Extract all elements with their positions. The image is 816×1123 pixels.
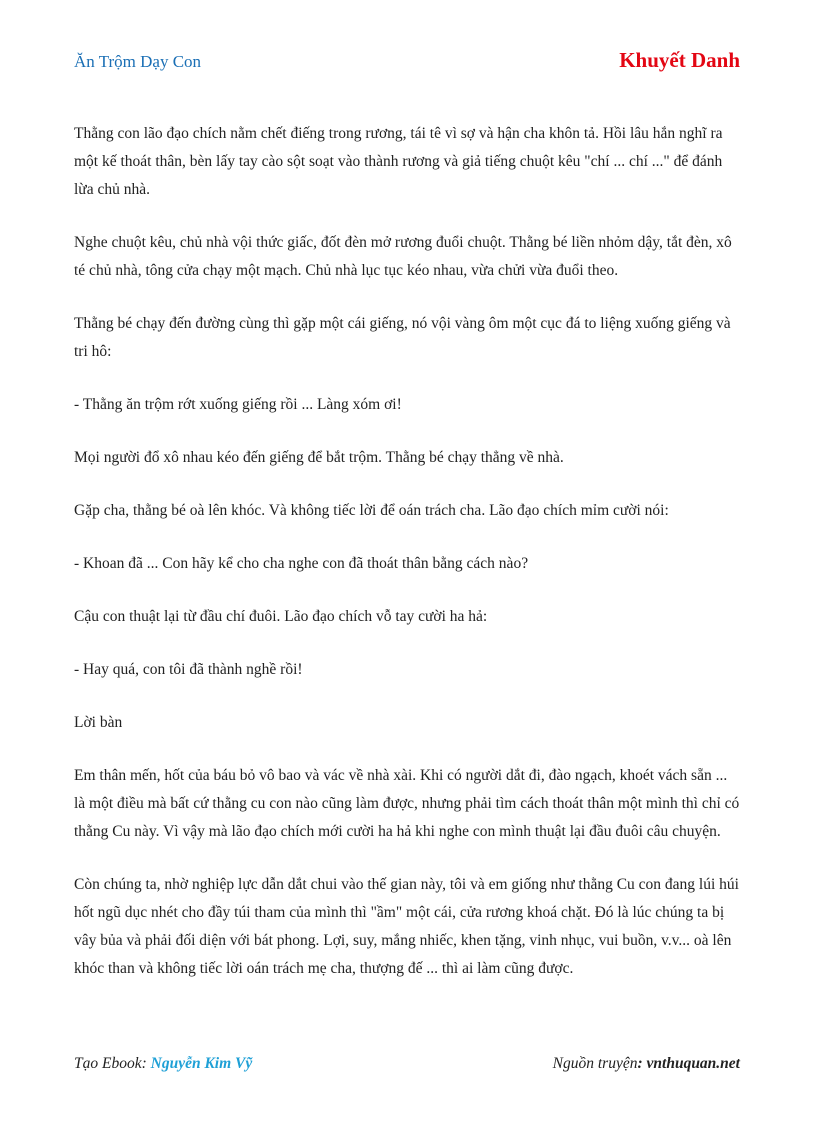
story-content (74, 120, 742, 1008)
ebook-author-link[interactable]: Nguyễn Kim Vỹ (150, 1055, 253, 1072)
paragraph-4: - Thằng ăn trộm rớt xuống giếng rồi ... Làng xóm ơi! (74, 396, 402, 413)
footer-ebook-credit: Tạo Ebook: Nguyễn Kim Vỹ (74, 1055, 253, 1072)
paragraph-9: - Hay quá, con tôi đã thành nghề rồi! (74, 661, 303, 678)
paragraph-7: - Khoan đã ... Con hãy kể cho cha nghe con đã thoát thân bằng cách nào? (74, 555, 529, 572)
paragraph-2: Nghe chuột kêu, chủ nhà vội thức giấc, đốt đèn mở rương đuổi chuột. Thằng bé liền nhỏm dậy, tắt đèn, xô té chủ nhà, tông cửa chạy một mạch. Chủ nhà lục tục kéo nhau, vừa chửi vừa đuổi theo. (74, 234, 732, 279)
paragraph-12: Còn chúng ta, nhờ nghiệp lực dẫn dắt chui vào thế gian này, tôi và em giống như thằng Cu con đang lúi húi hốt ngũ dục nhét cho đầy túi tham của mình thì "ầm" một cái, cửa rương khoá chặt. Đó là lúc chúng ta bị vây bủa và phải đối diện với bát phong. Lợi, suy, mắng nhiếc, khen tặng, vinh nhục, vui buồn, v.v... oà lên khóc than và không tiếc lời oán trách mẹ cha, thượng đế ... thì ai làm cũng được. (74, 876, 739, 977)
paragraph-6: Gặp cha, thằng bé oà lên khóc. Và không tiếc lời để oán trách cha. Lão đạo chích mỉm cười nói: (74, 502, 669, 519)
footer-source-credit: Nguồn truyện: vnthuquan.net (552, 1055, 740, 1072)
paragraph-11: Em thân mến, hốt của báu bỏ vô bao và vác về nhà xài. Khi có người dắt đi, đào ngạch, khoét vách sẵn ... là một điều mà bất cứ thằng cu con nào cũng làm được, nhưng phải tìm cách thoát thân một mình thì chỉ có thằng Cu này. Vì vậy mà lão đạo chích mới cười ha hả khi nghe con mình thuật lại đầu đuôi câu chuyện. (74, 767, 740, 840)
source-site-link[interactable]: vnthuquan.net (646, 1055, 740, 1072)
paragraph-3: Thằng bé chạy đến đường cùng thì gặp một cái giếng, nó vội vàng ôm một cục đá to liệng xuống giếng và tri hô: (74, 315, 731, 360)
paragraph-1: Thằng con lão đạo chích nằm chết điếng trong rương, tái tê vì sợ và hận cha khôn tả. Hồi lâu hắn nghĩ ra một kế thoát thân, bèn lấy tay cào sột soạt vào thành rương và giả tiếng chuột kêu "chí ... chí ..." để đánh lừa chủ nhà. (74, 125, 723, 198)
paragraph-5: Mọi người đổ xô nhau kéo đến giếng để bắt trộm. Thằng bé chạy thẳng về nhà. (74, 449, 564, 466)
paragraph-8: Cậu con thuật lại từ đầu chí đuôi. Lão đạo chích vỗ tay cười ha hả: (74, 608, 488, 625)
author-name: Khuyết Danh (619, 48, 740, 72)
ebook-label: Tạo Ebook (74, 1055, 142, 1072)
commentary-heading: Lời bàn (74, 714, 123, 731)
source-label: Nguồn truyện (552, 1055, 638, 1072)
book-title: Ăn Trộm Dạy Con (74, 52, 202, 71)
